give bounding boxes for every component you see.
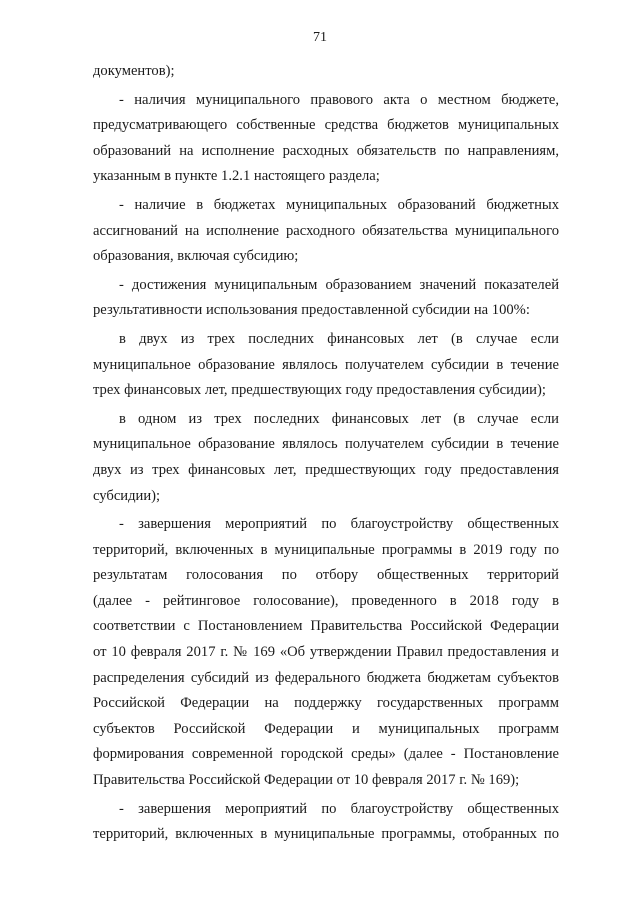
text-line: - достижения муниципальным образованием значений показателей bbox=[119, 276, 559, 293]
text-line: образований на исполнение расходных обязательств по направлениям, bbox=[93, 142, 559, 159]
text-line: Российской Федерации на поддержку государственных программ bbox=[93, 695, 559, 712]
text-line: формирования современной городской среды» (далее - Постановление bbox=[93, 746, 559, 763]
text-line: субъектов Российской Федерации и муниципальных программ bbox=[93, 720, 559, 737]
text-line: распределения субсидий из федерального бюджета бюджетам субъектов bbox=[93, 669, 559, 686]
text-line: указанным в пункте 1.2.1 настоящего раздела; bbox=[93, 168, 380, 185]
text-line: (далее - рейтинговое голосование), проведенного в 2018 году в bbox=[93, 592, 559, 609]
body-text bbox=[93, 59, 559, 848]
text-line: соответствии с Постановлением Правительства Российской Федерации bbox=[93, 618, 559, 635]
text-line: двух из трех финансовых лет, предшествующих году предоставления bbox=[93, 461, 559, 478]
paragraph bbox=[93, 407, 559, 509]
text-line: - наличие в бюджетах муниципальных образований бюджетных bbox=[119, 196, 559, 213]
page-number: 71 bbox=[313, 30, 327, 45]
text-line: предусматривающего собственные средства бюджетов муниципальных bbox=[93, 117, 559, 134]
text-line: территорий, включенных в муниципальные программы, отобранных по bbox=[93, 826, 559, 843]
text-line: субсидии); bbox=[93, 487, 161, 504]
text-line: - наличия муниципального правового акта о местном бюджете, bbox=[119, 91, 559, 108]
text-line: территорий, включенных в муниципальные программы в 2019 году по bbox=[93, 541, 559, 558]
text-line: - завершения мероприятий по благоустройству общественных bbox=[119, 800, 559, 817]
paragraph bbox=[93, 59, 559, 85]
text-line: от 10 февраля 2017 г. № 169 «Об утверждении Правил предоставления и bbox=[93, 644, 559, 661]
paragraph bbox=[93, 88, 559, 190]
text-line: документов); bbox=[93, 63, 175, 79]
text-line: Правительства Российской Федерации от 10 февраля 2017 г. № 169); bbox=[93, 772, 520, 789]
text-line: образования, включая субсидию; bbox=[93, 248, 299, 265]
text-line: в одном из трех последних финансовых лет (в случае если bbox=[119, 410, 559, 427]
paragraph bbox=[93, 797, 559, 848]
text-line: муниципальное образование являлось получателем субсидии в течение bbox=[93, 436, 559, 453]
text-line: муниципальное образование являлось получателем субсидии в течение bbox=[93, 356, 559, 373]
text-line: ассигнований на исполнение расходного обязательства муниципального bbox=[93, 222, 559, 239]
paragraph bbox=[93, 193, 559, 270]
text-line: трех финансовых лет, предшествующих году предоставления субсидии); bbox=[93, 382, 546, 399]
text-line: - завершения мероприятий по благоустройству общественных bbox=[119, 516, 559, 533]
paragraph bbox=[93, 512, 559, 794]
text-line: результативности использования предоставленной субсидии на 100%: bbox=[93, 302, 530, 319]
paragraph bbox=[93, 273, 559, 324]
text-line: результатам голосования по отбору общественных территорий bbox=[93, 567, 559, 584]
paragraph bbox=[93, 327, 559, 404]
text-line: в двух из трех последних финансовых лет (в случае если bbox=[119, 330, 559, 347]
